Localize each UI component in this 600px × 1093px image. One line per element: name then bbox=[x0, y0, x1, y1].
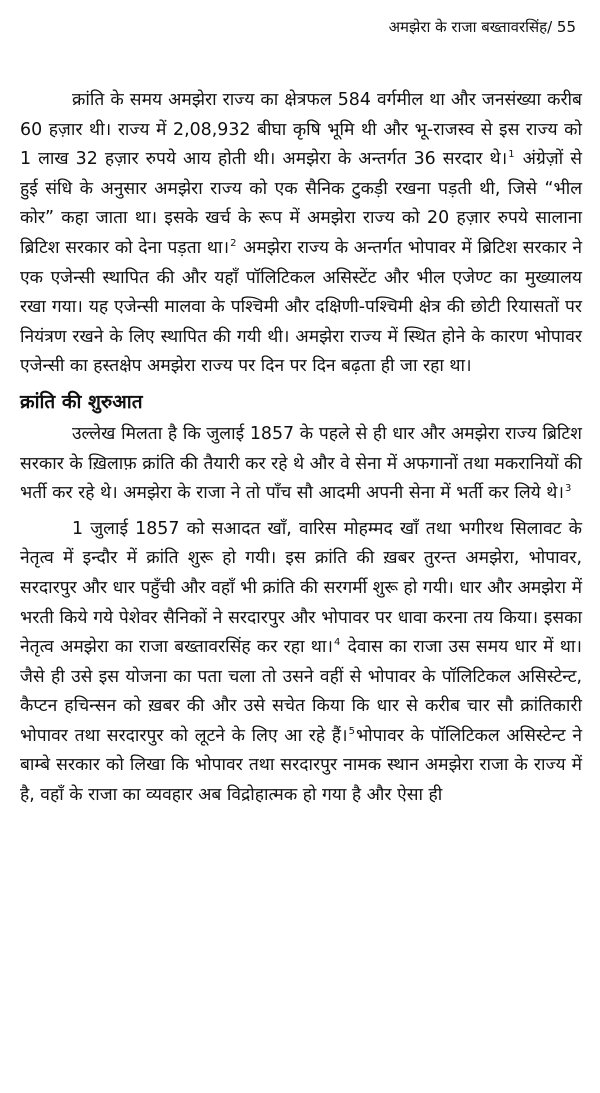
footnote-ref-1: 1 bbox=[508, 149, 515, 161]
paragraph-text: भोपावर के पॉलिटिकल असिस्टेन्ट ने बाम्बे सरकार को लिखा कि भोपावर तथा सरदारपुर नामक स्थान अमझेरा राजा के राज्य में है, वहाँ के राजा का व्यवहार अब विद्रोहात्मक हो गया है और ऐसा ही bbox=[20, 725, 582, 806]
section-heading: क्रांति की शुरुआत bbox=[20, 390, 143, 413]
paragraph-text: क्रांति के समय अमझेरा राज्य का क्षेत्रफल 584 वर्गमील था और जनसंख्या करीब 60 हज़ार थी। राज्य में 2,08,932 बीघा कृषि भूमि थी और भू-राजस्व से इस राज्य को 1 लाख 32 हज़ार रुपये आय होती थी। अमझेरा के अन्तर्गत 36 सरदार थे। bbox=[20, 90, 582, 170]
footnote-ref-2: 2 bbox=[230, 237, 237, 249]
footnote-ref-3: 3 bbox=[565, 483, 572, 495]
footnote-ref-5: 5 bbox=[348, 725, 355, 737]
paragraph-uprising bbox=[20, 515, 582, 811]
paragraph-preparation bbox=[20, 420, 582, 509]
paragraph-state-overview bbox=[20, 86, 582, 382]
paragraph-text: अमझेरा राज्य के अन्तर्गत भोपावर में ब्रिटिश सरकार ने एक एजेन्सी स्थापित की और यहाँ पॉलिटिकल असिस्टेंट और भील एजेण्ट का मुख्यालय रखा गया। यह एजेन्सी मालवा के पश्चिमी और दक्षिणी-पश्चिमी क्षेत्र की छोटी रियासतों पर नियंत्रण रखने के लिए स्थापित की गयी थी। अमझेरा राज्य में स्थित होने के कारण भोपावर एजेन्सी का हस्तक्षेप अमझेरा राज्य पर दिन पर दिन बढ़ता ही जा रहा था। bbox=[20, 237, 582, 377]
footnote-ref-4: 4 bbox=[333, 637, 341, 649]
running-header: अमझेरा के राजा बख्तावरसिंह/ 55 bbox=[388, 18, 576, 36]
paragraph-text: उल्लेख मिलता है कि जुलाई 1857 के पहले से ही धार और अमझेरा राज्य ब्रिटिश सरकार के ख़िलाफ़ क्रांति की तैयारी कर रहे थे और वे सेना में अफगानों तथा मकरानियों की भर्ती कर रहे थे। अमझेरा के राजा ने तो पाँच सौ आदमी अपनी सेना में भर्ती कर लिये थे। bbox=[20, 423, 582, 504]
paragraph-text: देवास का राजा उस समय धार में था। जैसे ही उसे इस योजना का पता चला तो उसने वहीं से भोपावर के पॉलिटिकल असिस्टेन्ट, कैप्टन हचिन्सन को ख़बर की और उसे सचेत किया कि धार से करीब चार सौ क्रांतिकारी भोपावर तथा सरदारपुर को लूटने के लिए आ रहे हैं। bbox=[20, 637, 582, 746]
paragraph-text: अंग्रेज़ों से हुई संधि के अनुसार अमझेरा राज्य को एक सैनिक टुकड़ी रखना पड़ती थी, जिसे “भील कोर” कहा जाता था। इसके खर्च के रूप में अमझेरा राज्य को 20 हज़ार रुपये सालाना ब्रिटिश सरकार को देना पड़ता था। bbox=[20, 149, 582, 258]
paragraph-text: 1 जुलाई 1857 को सआदत खाँ, वारिस मोहम्मद खाँ तथा भगीरथ सिलावट के नेतृत्व में इन्दौर में क्रांति शुरू हो गयी। इस क्रांति की ख़बर तुरन्त अमझेरा, भोपावर, सरदारपुर और धार पहुँची और वहाँ भी क्रांति की सरगर्मी शुरू हो गयी। धार और अमझेरा में भरती किये गये पेशेवर सैनिकों ने सरदारपुर और भोपावर पर धावा करना तय किया। इसका नेतृत्व अमझेरा का राजा बख्तावरसिंह कर रहा था। bbox=[20, 518, 582, 658]
